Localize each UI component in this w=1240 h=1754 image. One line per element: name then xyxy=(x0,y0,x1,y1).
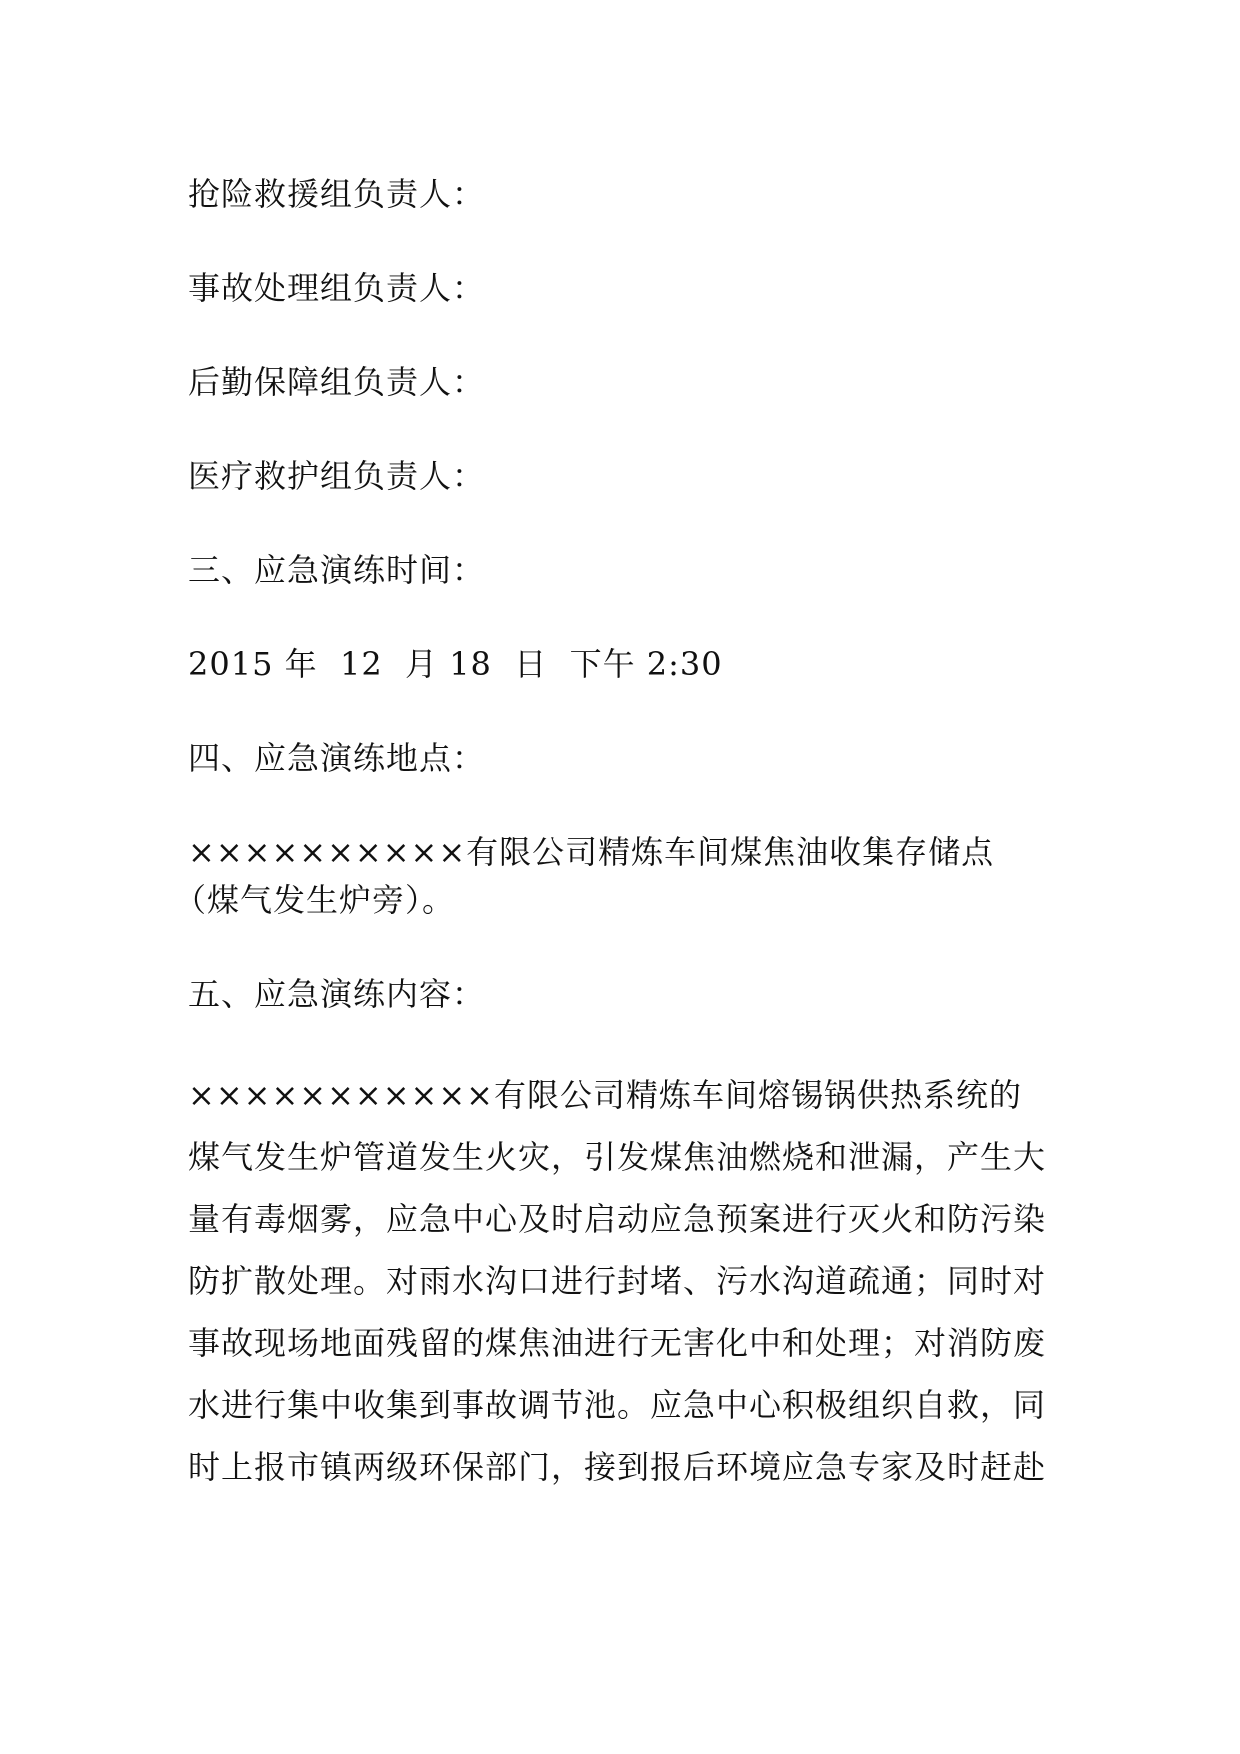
paragraph-line: 煤气发生炉管道发生火灾，引发煤焦油燃烧和泄漏，产生大 xyxy=(188,1138,1047,1176)
paragraph-line: 时上报市镇两级环保部门，接到报后环境应急专家及时赶赴 xyxy=(188,1448,1047,1486)
paragraph-line: ××××××××××有限公司精炼车间煤焦油收集存储点 xyxy=(188,833,995,871)
responsible-rescue: 抢险救援组负责人： xyxy=(188,175,486,213)
section-heading-content: 五、应急演练内容： xyxy=(188,975,486,1013)
paragraph-line: （煤气发生炉旁）。 xyxy=(174,881,456,919)
paragraph-line: 水进行集中收集到事故调节池。应急中心积极组织自救，同 xyxy=(188,1386,1047,1424)
responsible-medical: 医疗救护组负责人： xyxy=(188,457,486,495)
responsible-logistics: 后勤保障组负责人： xyxy=(188,363,486,401)
drill-location-paragraph xyxy=(174,828,1048,924)
document-body xyxy=(174,170,1048,1544)
paragraph-line: 防扩散处理。对雨水沟口进行封堵、污水沟道疏通；同时对 xyxy=(188,1262,1047,1300)
drill-content-paragraph xyxy=(188,1064,1048,1498)
paragraph-line: ×××××××××××有限公司精炼车间熔锡锅供热系统的 xyxy=(188,1076,1022,1114)
paragraph-line: 事故现场地面残留的煤焦油进行无害化中和处理；对消防废 xyxy=(188,1324,1047,1362)
section-heading-time: 三、应急演练时间： xyxy=(188,551,486,589)
responsible-accident-handling: 事故处理组负责人： xyxy=(188,269,486,307)
drill-date-text: 2015 年 12 月 18 日 下午 2:30 xyxy=(188,645,723,683)
paragraph-line: 量有毒烟雾，应急中心及时启动应急预案进行灭火和防污染 xyxy=(188,1200,1047,1238)
section-heading-location: 四、应急演练地点： xyxy=(188,739,486,777)
